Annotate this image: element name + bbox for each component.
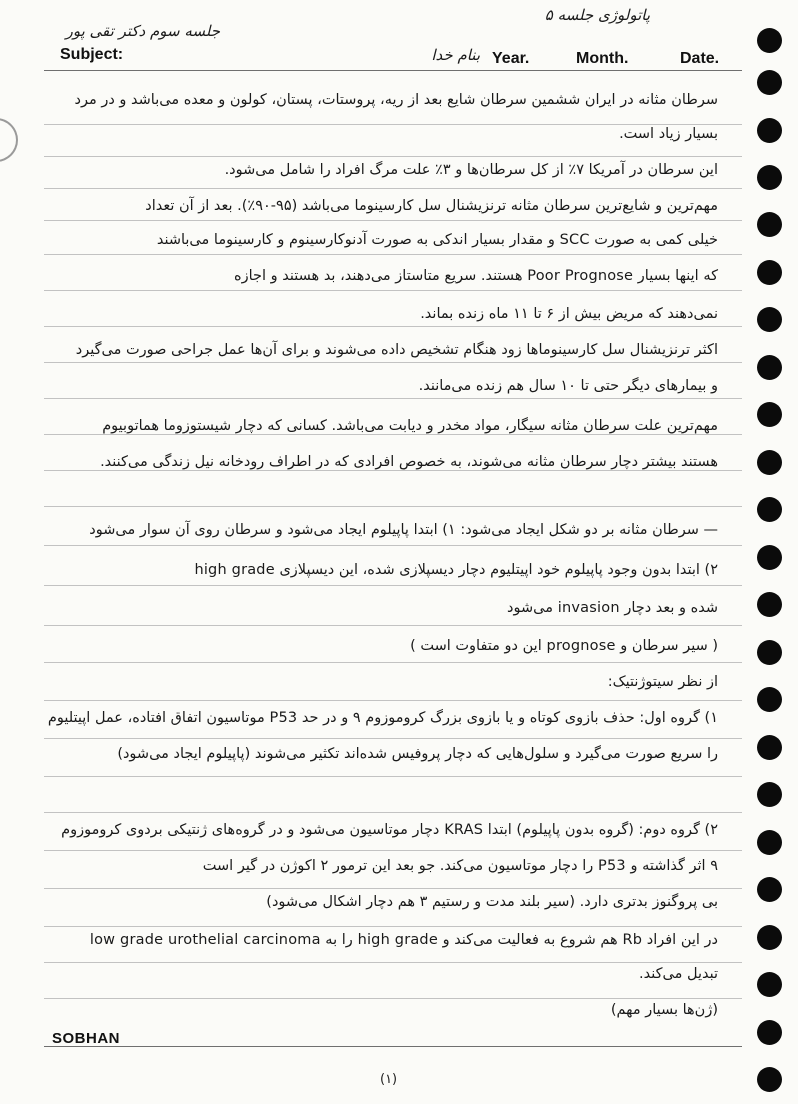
note-line: اکثر ترنزیشنال سل کارسینوماها زود هنگام تشخیص داده می‌شوند و برای آن‌ها عمل جراحی صورت می‌گیرد [75, 342, 718, 358]
basmala: بنام خدا [431, 46, 480, 64]
note-line: که اینها بسیار Poor Prognose هستند. سریع متاستاز می‌دهند، بد هستند و اجازه [234, 268, 718, 284]
binder-hole [757, 687, 782, 712]
note-line: هستند بیشتر دچار سرطان مثانه می‌شوند، به خصوص افرادی که در اطراف رودخانه نیل زندگی می‌کنند. [100, 454, 718, 470]
binder-hole [757, 402, 782, 427]
ruled-line [44, 545, 742, 546]
binder-hole [757, 450, 782, 475]
note-line: ( سیر سرطان و prognose این دو متفاوت است ) [410, 638, 718, 654]
note-line: — سرطان مثانه بر دو شکل ایجاد می‌شود: ۱) ابتدا پاپیلوم ایجاد می‌شود و سرطان روی آن سوار می‌شود [89, 522, 718, 538]
binder-hole [757, 1067, 782, 1092]
subject-label: Subject: [60, 46, 124, 63]
binder-hole [757, 830, 782, 855]
note-line: را سریع صورت می‌گیرد و سلول‌هایی که دچار پروفیس شده‌اند تکثیر می‌شوند (پاپیلوم ایجاد می‌شود) [117, 746, 718, 762]
binder-hole [757, 782, 782, 807]
month-label: Month. [576, 50, 629, 67]
date-label: Date. [680, 50, 720, 67]
ruled-line [44, 850, 742, 851]
ruled-line [44, 326, 742, 327]
note-line: بی پروگنوز بدتری دارد. (سیر بلند مدت و رستیم ۳ هم دچار اشکال می‌شود) [266, 894, 718, 910]
note-line: مهم‌ترین و شایع‌ترین سرطان مثانه ترنزیشنال سل کارسینوما می‌باشد (۹۵-۹۰٪). بعد از آن تعداد [145, 198, 718, 214]
ruled-line [44, 124, 742, 125]
ruled-line [44, 362, 742, 363]
ruled-line [44, 434, 742, 435]
ruled-line [44, 700, 742, 701]
ruled-line [44, 625, 742, 626]
ruled-line [44, 812, 742, 813]
ruled-line [44, 962, 742, 963]
binder-hole [757, 307, 782, 332]
note-line: ۹ اثر گذاشته و P53 را دچار موتاسیون می‌کند. جو بعد این ترمور ۲ اکوژن در گیر است [202, 858, 718, 874]
footer-rule [44, 1046, 742, 1047]
binder-hole [757, 592, 782, 617]
ruled-line [44, 506, 742, 507]
binder-hole [757, 1020, 782, 1045]
ruled-line [44, 926, 742, 927]
binder-hole [757, 212, 782, 237]
note-line: نمی‌دهند که مریض بیش از ۶ تا ۱۱ ماه زنده بماند. [420, 306, 718, 322]
ruled-line [44, 888, 742, 889]
page-number: (۱) [380, 1072, 398, 1087]
binder-holes [756, 0, 782, 1104]
ruled-line [44, 738, 742, 739]
binder-hole [757, 972, 782, 997]
binder-hole [757, 735, 782, 760]
binder-hole [757, 165, 782, 190]
note-line: بسیار زیاد است. [619, 126, 718, 142]
page-curl [0, 118, 18, 162]
note-line: از نظر سیتوژنتیک: [607, 674, 718, 690]
ruled-line [44, 220, 742, 221]
binder-hole [757, 355, 782, 380]
course-title: پاتولوژی جلسه ۵ [544, 6, 650, 24]
ruled-line [44, 470, 742, 471]
ruled-line [44, 290, 742, 291]
ruled-line [44, 776, 742, 777]
note-line: و بیمار‌های دیگر حتی تا ۱۰ سال هم زنده می‌مانند. [418, 378, 718, 394]
ruled-line [44, 156, 742, 157]
note-line: در این افراد Rb هم شروع به فعالیت می‌کند و high grade را به low grade urothelial carcinoma [89, 932, 718, 948]
note-line: ۲) گروه دوم: (گروه بدون پاپیلوم) ابتدا KRAS دچار موتاسیون می‌شود و در گروه‌های ژنتیکی بردوی کروموزوم [61, 822, 718, 838]
binder-hole [757, 497, 782, 522]
note-line: سرطان مثانه در ایران ششمین سرطان شایع بعد از ریه، پروستات، پستان، کولون و معده می‌باشد و در مرد [74, 92, 718, 108]
year-label: Year. [492, 50, 530, 67]
note-line: (ژن‌ها بسیار مهم) [610, 1002, 718, 1018]
note-line: خیلی کمی به صورت SCC و مقدار بسیار اندکی به صورت آدنوکارسینوم و کارسینوما می‌باشند [156, 232, 718, 248]
ruled-line [44, 188, 742, 189]
note-line: ۲) ابتدا بدون وجود پاپیلوم خود اپیتلیوم دچار دیسپلازی شده، این دیسپلازی high grade [194, 562, 718, 578]
binder-hole [757, 260, 782, 285]
note-line: ۱) گروه اول: حذف بازوی کوتاه و یا بازوی بزرگ کروموزوم ۹ و در حد P53 موتاسیون اتفاق افتاده، عمل اپیتلیوم [47, 710, 718, 726]
ruled-line [44, 998, 742, 999]
binder-hole [757, 28, 782, 53]
session-title: جلسه سوم دکتر تقی پور [65, 22, 220, 40]
binder-hole [757, 877, 782, 902]
ruled-line [44, 398, 742, 399]
note-line: این سرطان در آمریکا ۷٪ از کل سرطان‌ها و ۳٪ علت مرگ افراد را شامل می‌شود. [224, 162, 718, 178]
ruled-line [44, 585, 742, 586]
binder-hole [757, 118, 782, 143]
binder-hole [757, 545, 782, 570]
binder-hole [757, 70, 782, 95]
header-rule [44, 70, 742, 71]
binder-hole [757, 925, 782, 950]
notebook-brand: SOBHAN [52, 1030, 121, 1047]
note-line: شده و بعد دچار invasion می‌شود [507, 600, 718, 616]
note-line: تبدیل می‌کند. [639, 966, 718, 982]
binder-hole [757, 640, 782, 665]
note-line: مهم‌ترین علت سرطان مثانه سیگار، مواد مخدر و دیابت می‌باشد. کسانی که دچار شیستوزوما هماتوبیوم [102, 418, 718, 434]
ruled-line [44, 254, 742, 255]
ruled-line [44, 662, 742, 663]
